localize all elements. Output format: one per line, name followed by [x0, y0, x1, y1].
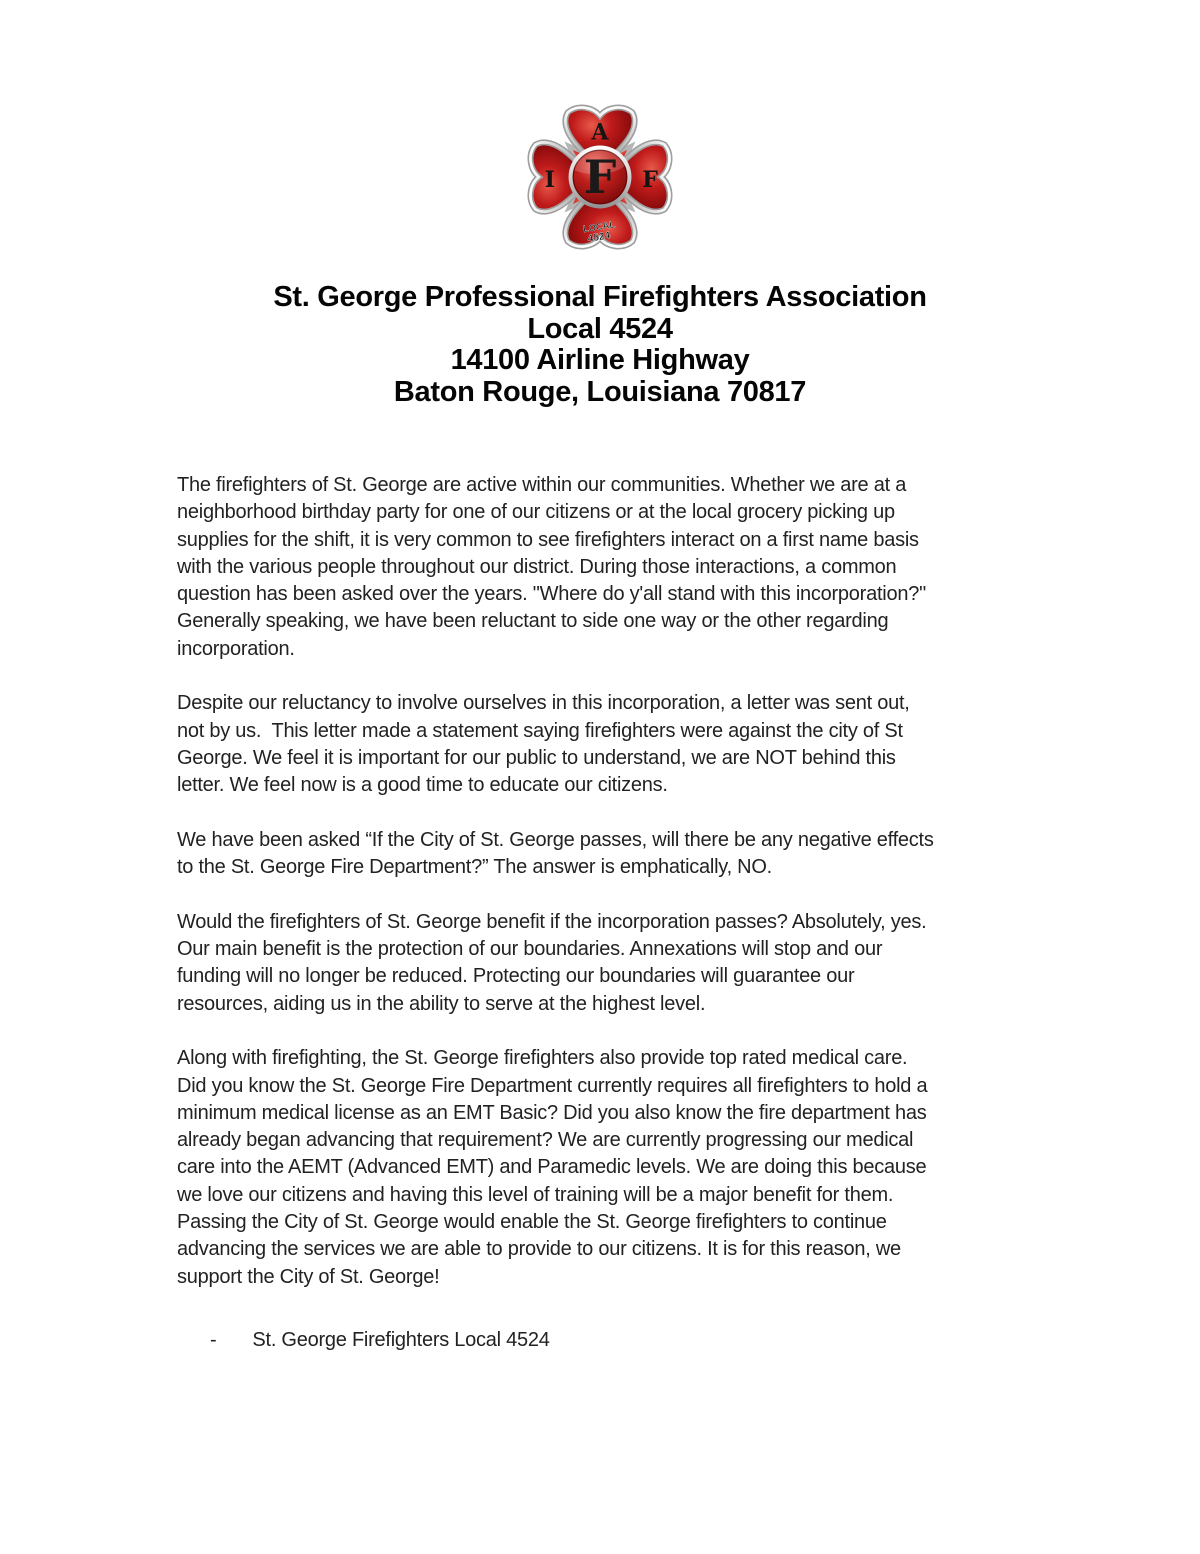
text-line: The firefighters of St. George are active within our communities. Whether we are at a [177, 474, 907, 496]
text-line: advancing the services we are able to provide to our citizens. It is for this reason, we [177, 1238, 901, 1261]
text-line: We have been asked “If the City of St. George passes, will there be any negative effects [177, 828, 934, 851]
org-local-number: Local 4524 [527, 312, 673, 345]
text-line: not by us. This letter made a statement saying firefighters were against the city of St [177, 719, 903, 742]
paragraph-benefits [177, 909, 1029, 1018]
text-line: resources, aiding us in the ability to serve at the highest level. [177, 992, 706, 1015]
text-line: neighborhood birthday party for one of our citizens or at the local grocery picking up [177, 501, 895, 524]
text-line: Passing the City of St. George would enable the St. George firefighters to continue [177, 1211, 887, 1234]
text-line: already began advancing that requirement? We are currently progressing our medical [177, 1129, 914, 1152]
org-street-address: 14100 Airline Highway [450, 344, 750, 376]
signature-dash: - [210, 1328, 217, 1351]
text-line: we love our citizens and having this level of training will be a major benefit for them. [177, 1183, 894, 1206]
text-line: incorporation. [177, 637, 295, 660]
center-medallion [569, 146, 632, 209]
paragraph-medical-care [177, 1045, 1029, 1291]
logo-letter-a: A [591, 119, 609, 146]
text-line: Despite our reluctancy to involve ourselves in this incorporation, a letter was sent out, [177, 692, 910, 715]
text-line: Along with firefighting, the St. George firefighters also provide top rated medical care. [177, 1047, 908, 1070]
logo-letter-f-center: F [583, 150, 617, 205]
org-name: St. George Professional Firefighters Association [273, 281, 927, 313]
logo-banner-local: LOCAL [582, 219, 616, 235]
logo-banner-number: 4524 [586, 230, 612, 245]
iaff-logo [511, 92, 689, 262]
text-line: letter. We feel now is a good time to educate our citizens. [177, 774, 668, 797]
text-line: to the St. George Fire Department?” The answer is emphatically, NO. [177, 856, 772, 879]
text-line: with the various people throughout our district. During those interactions, a common [177, 555, 897, 578]
logo-letter-f-right: F [642, 167, 658, 194]
text-line: George. We feel it is important for our public to understand, we are NOT behind this [177, 746, 896, 769]
text-line: Our main benefit is the protection of our boundaries. Annexations will stop and our [177, 938, 883, 961]
maltese-cross-icon [511, 92, 689, 262]
text-line: funding will no longer be reduced. Protecting our boundaries will guarantee our [177, 965, 855, 988]
text-line: supplies for the shift, it is very common to see firefighters interact on a first name basis [177, 528, 919, 551]
text-line: care into the AEMT (Advanced EMT) and Paramedic levels. We are doing this because [177, 1156, 927, 1179]
text-line: question has been asked over the years. "Where do y'all stand with this incorporation?" [177, 583, 926, 606]
signature-text: St. George Firefighters Local 4524 [252, 1328, 550, 1351]
text-line: Did you know the St. George Fire Department currently requires all firefighters to hold a [177, 1074, 928, 1097]
text-line: support the City of St. George! [177, 1265, 440, 1288]
paragraph-negative-effects [177, 827, 1029, 882]
letter-body [177, 472, 1029, 1354]
text-line: Would the firefighters of St. George benefit if the incorporation passes? Absolutely, yes. [177, 910, 927, 933]
signature-line [177, 1327, 1029, 1354]
paragraph-letter-disclaimer [177, 690, 1029, 799]
logo-letter-i: I [544, 167, 556, 194]
letterhead [0, 282, 1200, 408]
text-line: Generally speaking, we have been reluctant to side one way or the other regarding [177, 610, 889, 633]
org-city-state-zip: Baton Rouge, Louisiana 70817 [393, 375, 807, 408]
paragraph-communities [177, 472, 1029, 663]
text-line: minimum medical license as an EMT Basic? Did you also know the fire department has [177, 1101, 927, 1124]
